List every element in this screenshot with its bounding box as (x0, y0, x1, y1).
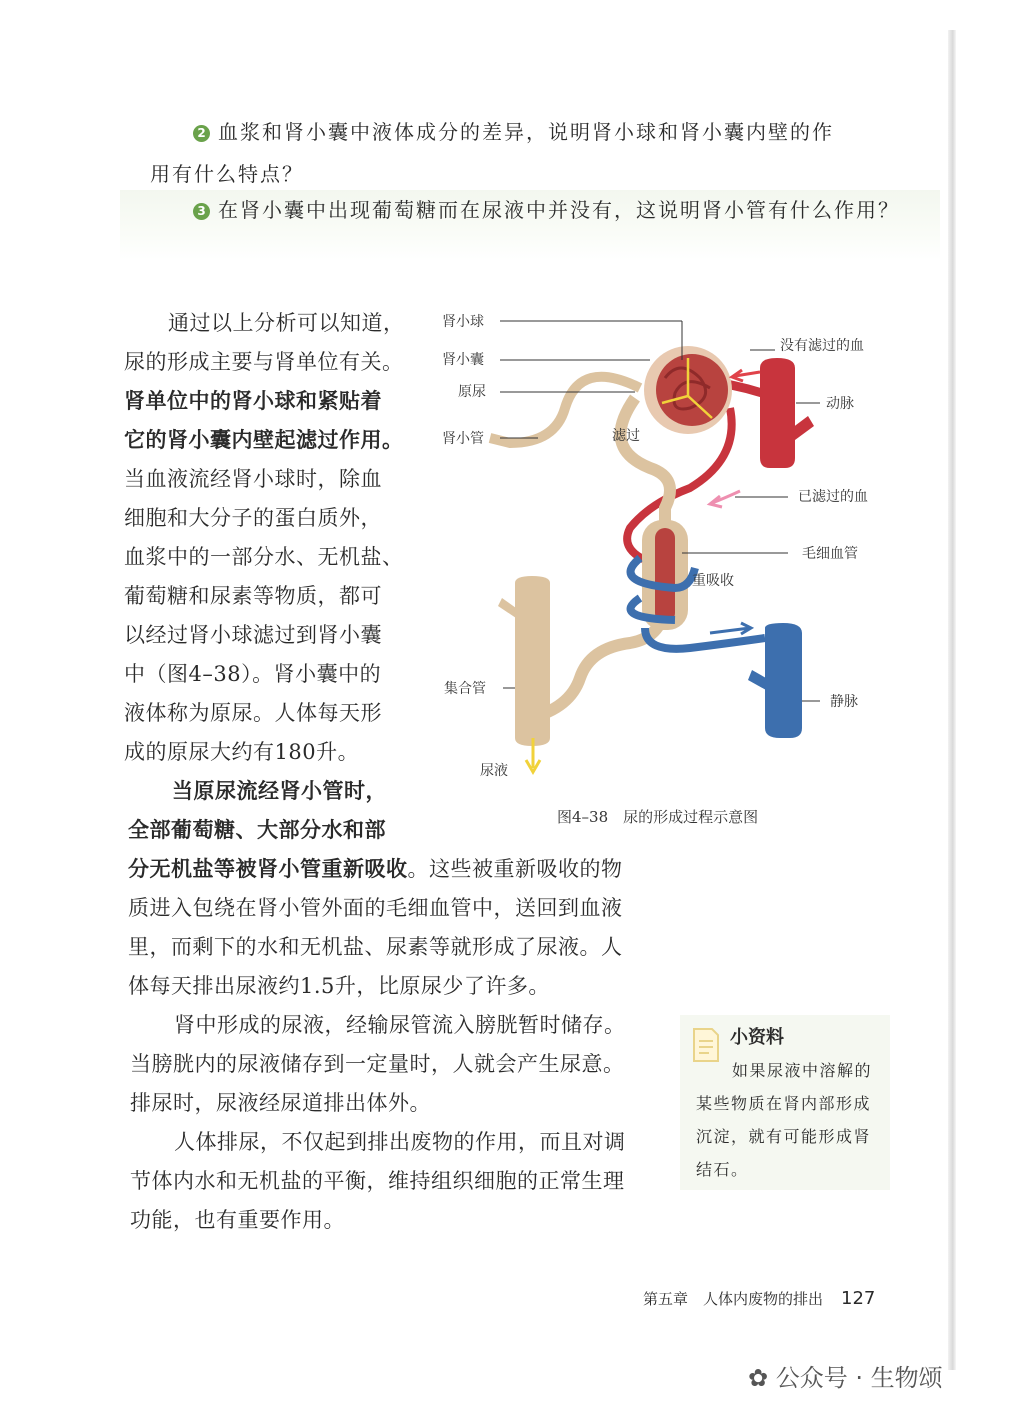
info-sidebox (680, 1015, 890, 1190)
body-line-10: 中（图4–38）。肾小囊中的 (124, 662, 382, 686)
wechat-icon: ✿ (748, 1364, 769, 1392)
question-3-text: 在肾小囊中出现葡萄糖而在尿液中并没有，这说明肾小管有什么作用？ (218, 198, 900, 222)
body-line-3: 肾单位中的肾小球和紧贴着 (124, 389, 382, 413)
body-line-4: 它的肾小囊内壁起滤过作用。 (124, 428, 404, 452)
vein-vessel (765, 623, 802, 738)
body-line-7: 血浆中的一部分水、无机盐、 (124, 545, 404, 569)
artery-vessel (760, 358, 795, 468)
body-line-21: 排尿时，尿液经尿道排出体外。 (130, 1091, 431, 1115)
vein-branch (748, 670, 766, 690)
body-line-23: 节体内水和无机盐的平衡，维持组织细胞的正常生理 (130, 1169, 625, 1193)
body-line-11: 液体称为原尿。人体每天形 (124, 701, 382, 725)
label-filtration: 滤过 (612, 428, 640, 444)
label-tubule: 肾小管 (442, 431, 484, 447)
blood-out-arrow (710, 491, 740, 507)
label-urine: 尿液 (480, 763, 508, 779)
sidebox-line-3: 沉淀，就有可能形成肾 (696, 1127, 872, 1146)
body-line-19: 肾中形成的尿液，经输尿管流入膀胱暂时储存。 (174, 1013, 626, 1037)
venous-arrow (710, 623, 751, 634)
label-capillary: 毛细血管 (802, 546, 858, 562)
body-line-2: 尿的形成主要与肾单位有关。 (124, 350, 404, 374)
label-glomerulus: 肾小球 (442, 314, 484, 330)
chapter-title: 第五章 人体内废物的排出 (643, 1290, 824, 1308)
body-line-5: 当血液流经肾小球时，除血 (124, 467, 382, 491)
note-icon (692, 1027, 720, 1063)
question-3-line (193, 194, 900, 223)
label-primary-urine: 原尿 (458, 384, 486, 400)
body-line-22: 人体排尿，不仅起到排出废物的作用，而且对调 (174, 1130, 626, 1154)
sidebox-line-4: 结石。 (696, 1160, 749, 1179)
body-line-12: 成的原尿大约有180升。 (124, 740, 360, 764)
label-unfiltered-blood: 没有滤过的血 (780, 338, 864, 354)
question-2-number: 2 (193, 125, 210, 142)
body-line-20: 当膀胱内的尿液储存到一定量时，人就会产生尿意。 (130, 1052, 625, 1076)
body-line-15-bold: 分无机盐等被肾小管重新吸收 (128, 857, 408, 881)
artery-branch (792, 416, 814, 440)
page-edge-shadow (948, 30, 956, 1370)
body-line-9: 以经过肾小球滤过到肾小囊 (124, 623, 382, 647)
collecting-duct (515, 576, 550, 746)
body-line-13: 当原尿流经肾小管时， (172, 779, 387, 803)
label-capsule: 肾小囊 (442, 352, 484, 368)
watermark-text: 公众号 · 生物颂 (775, 1364, 943, 1392)
collecting-duct-branch (498, 598, 516, 618)
question-2-line-1 (193, 116, 834, 145)
question-3-number: 3 (193, 203, 210, 220)
body-line-15-rest: 。这些被重新吸收的物 (407, 857, 623, 881)
sidebox-line-1: 如果尿液中溶解的 (732, 1061, 873, 1080)
label-reabsorption: 重吸收 (692, 573, 734, 589)
label-vein: 静脉 (830, 694, 858, 710)
label-collecting-duct: 集合管 (444, 681, 486, 697)
glomerulus (656, 354, 728, 426)
body-line-8: 葡萄糖和尿素等物质，都可 (124, 584, 382, 608)
question-2-text: 血浆和肾小囊中液体成分的差异，说明肾小球和肾小囊内壁的作 (218, 120, 834, 144)
label-artery: 动脉 (826, 396, 854, 412)
body-line-24: 功能，也有重要作用。 (130, 1208, 345, 1232)
figure-caption: 图4–38 尿的形成过程示意图 (557, 808, 759, 826)
body-line-1: 通过以上分析可以知道， (168, 311, 405, 335)
body-line-18: 体每天排出尿液约1.5升，比原尿少了许多。 (128, 974, 550, 998)
watermark (748, 1358, 943, 1393)
sidebox-title: 小资料 (730, 1027, 784, 1048)
nephron-diagram (430, 298, 900, 798)
body-line-14: 全部葡萄糖、大部分水和部 (128, 818, 386, 842)
body-line-15 (128, 850, 623, 889)
body-line-17: 里，而剩下的水和无机盐、尿素等就形成了尿液。人 (128, 935, 623, 959)
body-line-16: 质进入包绕在肾小管外面的毛细血管中，送回到血液 (128, 896, 623, 920)
label-filtered-blood: 已滤过的血 (798, 489, 868, 505)
page-number: 127 (841, 1288, 876, 1309)
loop-inner (655, 528, 675, 623)
body-line-6: 细胞和大分子的蛋白质外， (124, 506, 382, 530)
sidebox-line-2: 某些物质在肾内部形成 (696, 1094, 872, 1113)
blood-in-arrow (732, 370, 760, 381)
question-2-line-2: 用有什么特点？ (150, 162, 304, 186)
page-footer (643, 1288, 875, 1309)
